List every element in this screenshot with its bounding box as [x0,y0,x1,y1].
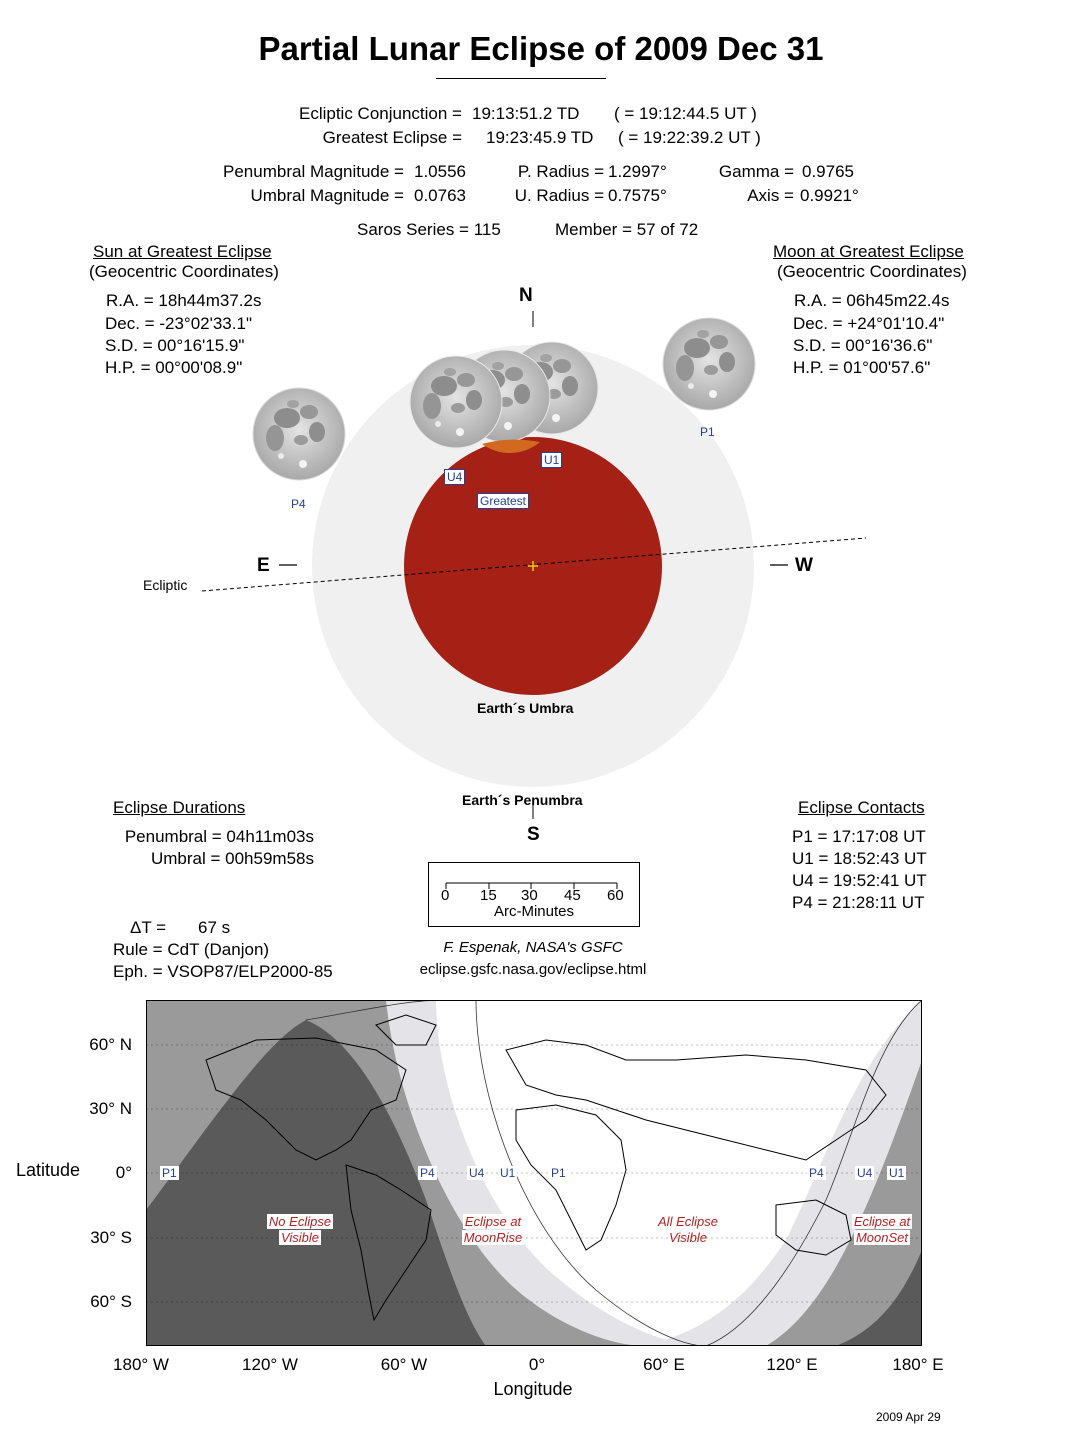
u1-moon-label: U1 [541,452,562,468]
zone-moonrise-line2: MoonRise [463,1230,523,1245]
lat-label-0: 0° [115,1163,132,1182]
moon-title: Moon at Greatest Eclipse [773,242,964,261]
gamma-value: 0.9765 [802,162,854,181]
zone-moonset-line1: Eclipse at [853,1214,911,1229]
lon-label-60e: 60° E [643,1355,685,1374]
lat-label-60n: 60° N [89,1035,132,1054]
sun-dec: Dec. = -23°02'33.1" [105,314,252,333]
u-radius-value: 0.7575° [608,186,667,205]
durations-title: Eclipse Durations [113,798,246,817]
sun-sd: S.D. = 00°16'15.9" [105,336,245,355]
lat-label-30s: 30° S [90,1228,132,1247]
moon-p1 [663,318,755,410]
map-label-u1-west: U1 [500,1166,516,1180]
sun-hp: H.P. = 00°00'08.9" [105,358,243,377]
conjunction-ut: ( = 19:12:44.5 UT ) [614,104,757,123]
contact-p1: P1 = 17:17:08 UT [792,827,926,846]
zone-moonrise-label [455,1214,531,1246]
zone-moonset-label [844,1214,920,1246]
p-radius-value: 1.2997° [608,162,667,181]
duration-umbral: Umbral = 00h59m58s [150,849,314,868]
lon-label-180w: 180° W [113,1355,169,1374]
sun-title: Sun at Greatest Eclipse [93,242,272,261]
zone-moonset-line2: MoonSet [855,1230,909,1245]
map-label-p1-east: P1 [551,1166,566,1180]
credit-url: eclipse.gsfc.nasa.gov/eclipse.html [419,961,647,978]
credit-author: F. Espenak, NASA's GSFC [443,939,623,956]
pen-mag-value: 1.0556 [414,162,466,181]
greatest-label: Greatest Eclipse = [322,128,462,147]
conjunction-label: Ecliptic Conjunction = [298,104,462,123]
contact-u1: U1 = 18:52:43 UT [792,849,927,868]
sun-ra: R.A. = 18h44m37.2s [106,291,262,310]
greatest-ut: ( = 19:22:39.2 UT ) [618,128,761,147]
zone-all-line1: All Eclipse [658,1214,718,1229]
moon-sd: S.D. = 00°16'36.6" [793,336,933,355]
moon-u4 [410,356,502,448]
gamma-label: Gamma = [718,162,794,181]
penumbra-label: Earth´s Penumbra [462,792,583,808]
lon-label-120w: 120° W [242,1355,298,1374]
u-radius-label: U. Radius = [514,186,604,205]
map-ylabel: Latitude [16,1160,81,1180]
map-label-u4-west: U4 [469,1166,485,1180]
zone-all-line2: Visible [668,1230,708,1245]
scale-tick-30: 30 [521,887,538,904]
scale-tick-60: 60 [607,887,624,904]
ephemeris-text: Eph. = VSOP87/ELP2000-85 [113,962,333,981]
visibility-map [146,1000,922,1346]
rule-text: Rule = CdT (Danjon) [113,940,270,959]
map-label-p4-east: P4 [809,1166,824,1180]
sun-subtitle: (Geocentric Coordinates) [89,262,279,281]
saros-member: Member = 57 of 72 [555,220,699,239]
greatest-td: 19:23:45.9 TD [486,128,594,147]
duration-penumbral: Penumbral = 04h11m03s [124,827,314,846]
scale-bar [428,862,640,927]
ecliptic-label: Ecliptic [143,577,188,593]
contact-p4: P4 = 21:28:11 UT [792,893,925,912]
lon-label-120e: 120° E [766,1355,818,1374]
lat-label-60s: 60° S [90,1292,132,1311]
moon-hp: H.P. = 01°00'57.6" [793,358,931,377]
lat-label-30n: 30° N [89,1099,132,1118]
umbra-label: Earth´s Umbra [477,700,574,716]
north-label: N [519,285,533,306]
zone-all-label [650,1214,726,1246]
map-label-u4-east: U4 [857,1166,873,1180]
zone-no-eclipse-label [262,1214,338,1246]
scale-tick-0: 0 [441,887,450,904]
zone-no-eclipse-line2: Visible [280,1230,320,1245]
contact-u4: U4 = 19:52:41 UT [792,871,927,890]
axis-label: Axis = [747,186,794,205]
conjunction-td: 19:13:51.2 TD [472,104,580,123]
scale-label: Arc-Minutes [493,903,575,920]
moon-dec: Dec. = +24°01'10.4" [793,314,945,333]
map-xlabel: Longitude [493,1379,573,1399]
pen-mag-label: Penumbral Magnitude = [223,162,404,181]
lon-label-60w: 60° W [380,1355,428,1374]
umb-mag-label: Umbral Magnitude = [250,186,404,205]
west-label: W [795,555,813,576]
saros-series: Saros Series = 115 [357,220,501,239]
umb-mag-value: 0.0763 [414,186,466,205]
zone-no-eclipse-line1: No Eclipse [268,1214,332,1229]
map-label-p4-west: P4 [420,1166,435,1180]
east-label: E [257,555,270,576]
greatest-moon-label: Greatest [477,493,529,509]
p-radius-label: P. Radius = [517,162,604,181]
p4-moon-label: P4 [291,497,306,511]
u4-moon-label: U4 [444,469,465,485]
moon-ra: R.A. = 06h45m22.4s [794,291,950,310]
lon-label-180e: 180° E [892,1355,944,1374]
map-label-u1-east: U1 [889,1166,905,1180]
map-label-p1-west: P1 [162,1166,177,1180]
south-label: S [527,824,540,845]
footer-date: 2009 Apr 29 [876,1410,941,1424]
delta-t-value: 67 s [198,918,231,937]
axis-value: 0.9921° [800,186,859,205]
p1-moon-label: P1 [700,425,715,439]
lon-label-0: 0° [528,1355,546,1374]
scale-tick-15: 15 [480,887,497,904]
moon-subtitle: (Geocentric Coordinates) [777,262,967,281]
contacts-title: Eclipse Contacts [798,798,925,817]
moon-p4 [253,388,345,480]
page-title: Partial Lunar Eclipse of 2009 Dec 31 [258,30,824,67]
scale-tick-45: 45 [564,887,581,904]
zone-moonrise-line1: Eclipse at [464,1214,522,1229]
delta-t-label: ΔT = [130,918,167,937]
